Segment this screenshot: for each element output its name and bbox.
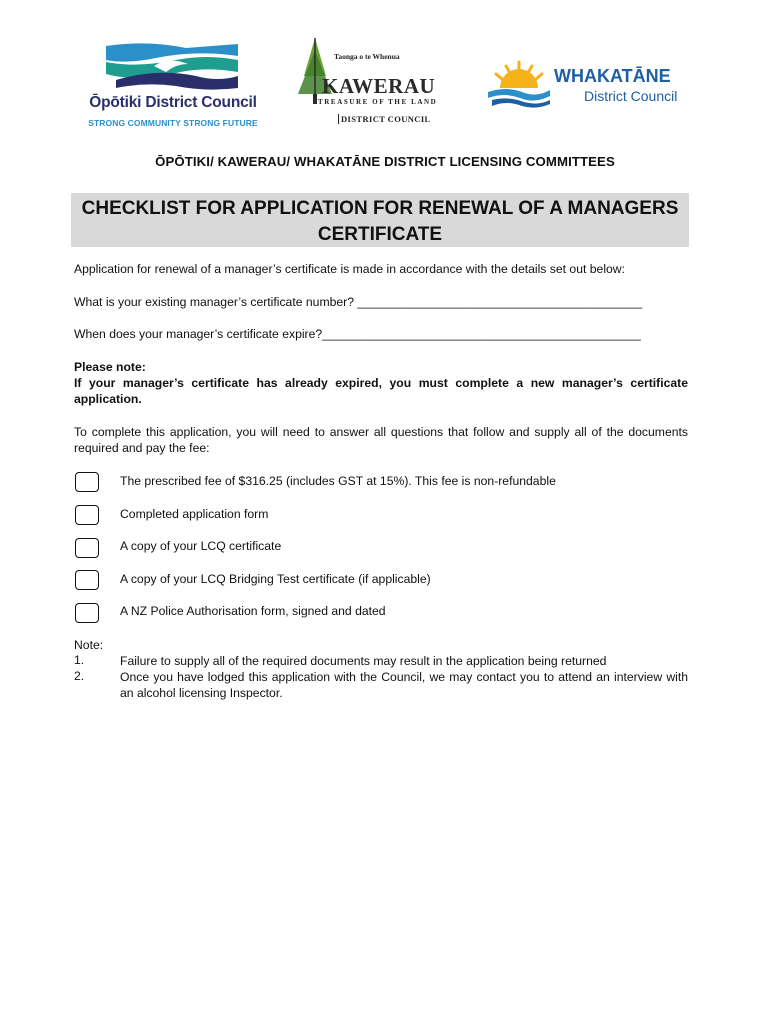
whakatane-sun-logo-icon: [486, 58, 552, 110]
council-logos: [0, 36, 770, 136]
whakatane-name: WHAKATĀNE: [554, 66, 671, 86]
please-note-text: If your manager’s certificate has already expired, you must complete a new manager’s certificate application.: [74, 376, 688, 406]
page-title: CHECKLIST FOR APPLICATION FOR RENEWAL OF A MANAGERS CERTIFICATE: [71, 193, 689, 247]
checklist-checkbox-fee[interactable]: [75, 472, 99, 492]
kawerau-tagline-bottom: TREASURE OF THE LAND: [318, 98, 438, 106]
checklist-checkbox-police-authorisation[interactable]: [75, 603, 99, 623]
note-text: Once you have lodged this application with the Council, we may contact you to attend an interview with an alcohol licensing Inspector.: [120, 670, 688, 700]
checklist-checkbox-bridging-test[interactable]: [75, 570, 99, 590]
whakatane-logo: [486, 58, 698, 118]
whakatane-council: District Council: [584, 88, 678, 104]
instructions-text: To complete this application, you will need to answer all questions that follow and supply all of the documents required and pay the fee:: [74, 425, 688, 455]
checklist-label-bridging-test: A copy of your LCQ Bridging Test certificate (if applicable): [120, 572, 431, 586]
opotiki-tagline: STRONG COMMUNITY STRONG FUTURE: [88, 118, 258, 128]
checklist-checkbox-lcq-certificate[interactable]: [75, 538, 99, 558]
note-text: Failure to supply all of the required documents may result in the application being returned: [120, 654, 607, 668]
note-number: 2.: [74, 669, 85, 683]
kawerau-logo: [290, 36, 470, 132]
opotiki-logo: [78, 42, 268, 130]
checklist-label-fee: The prescribed fee of $316.25 (includes GST at 15%). This fee is non-refundable: [120, 474, 556, 488]
committees-heading: ŌPŌTIKI/ KAWERAU/ WHAKATĀNE DISTRICT LICENSING COMMITTEES: [155, 154, 615, 169]
kawerau-name: KAWERAU: [322, 74, 436, 98]
checklist-label-police-authorisation: A NZ Police Authorisation form, signed and dated: [120, 604, 386, 618]
intro-text: Application for renewal of a manager’s certificate is made in accordance with the details set out below:: [74, 262, 625, 276]
checklist-checkbox-application-form[interactable]: [75, 505, 99, 525]
checklist-label-application-form: Completed application form: [120, 507, 269, 521]
note-number: 1.: [74, 653, 85, 667]
checklist-label-lcq-certificate: A copy of your LCQ certificate: [120, 539, 282, 553]
kawerau-tagline-top: Taonga o te Whenua: [334, 52, 400, 61]
certificate-number-question: What is your existing manager’s certificate number? __________________________________________: [74, 295, 643, 309]
opotiki-wave-logo-icon: [106, 42, 238, 92]
note-label: Note:: [74, 638, 104, 652]
please-note-label: Please note:: [74, 360, 146, 374]
kawerau-council: DISTRICT COUNCIL: [338, 114, 431, 124]
expiry-question: When does your manager’s certificate expire?_______________________________________________: [74, 327, 641, 341]
opotiki-name: Ōpōtiki District Council: [89, 94, 257, 111]
